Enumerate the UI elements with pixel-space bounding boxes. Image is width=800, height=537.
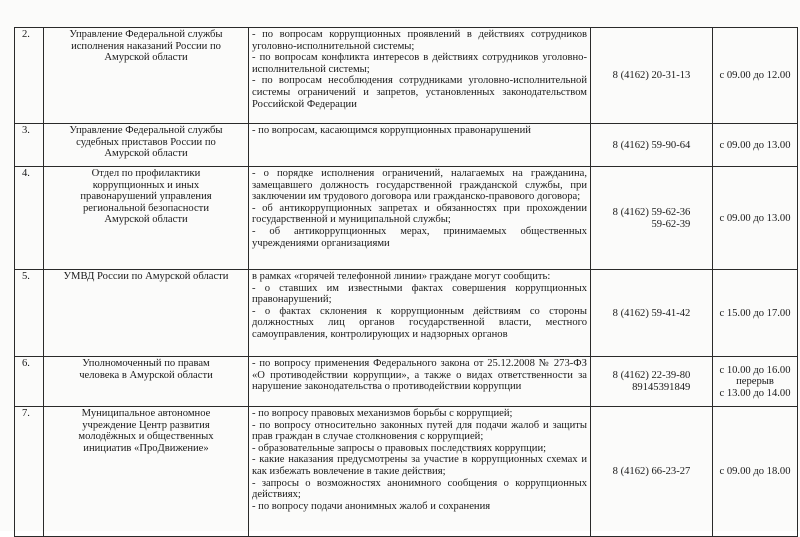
working-hours-line: с 09.00 до 18.00 — [719, 466, 791, 478]
topic-item: - по вопросам конфликта интересов в действиях сотрудников уголовно-исполнительной системы; — [252, 52, 587, 75]
working-hours — [713, 167, 798, 270]
organization-name-line: Отдел по профилактики — [91, 168, 201, 179]
topic-item: в рамках «горячей телефонной линии» граждане могут сообщить: — [252, 271, 551, 282]
organization-name-line: Управление Федеральной службы — [69, 29, 223, 40]
organization-name-line: УМВД России по Амурской области — [63, 271, 229, 282]
topics-description — [249, 167, 591, 270]
working-hours — [713, 270, 798, 357]
organization-name-line: Управление Федеральной службы — [69, 125, 223, 136]
row-number: 2. — [15, 28, 44, 124]
topic-item: - по вопросу подачи анонимных жалоб и сохранения — [252, 500, 491, 512]
row-number: 4. — [15, 167, 44, 270]
topic-item: - о порядке исполнения ограничений, налагаемых на гражданина, замещавшего должность государственной гражданской службы, при заключении им трудового договора или гражданско-правового договора; — [252, 168, 587, 203]
organization-name — [44, 28, 249, 124]
organization-name-line: коррупционных и иных — [92, 179, 200, 191]
row-number: 6. — [15, 357, 44, 407]
table-row — [15, 270, 798, 357]
phone-numbers — [591, 167, 713, 270]
organization-name-line: судебных приставов России по — [76, 136, 216, 148]
working-hours — [713, 357, 798, 407]
organization-name-line: учреждение Центр развития — [82, 419, 210, 431]
row-number: 5. — [15, 270, 44, 357]
topic-item: - об антикоррупционных мерах, принимаемых общественных учреждениями организациями — [252, 225, 587, 249]
table-row — [15, 167, 798, 270]
table-row — [15, 357, 798, 407]
organization-name-line: Амурской области — [104, 52, 188, 64]
phone-number: 8 (4162) 66-23-27 — [612, 466, 691, 478]
phone-numbers — [591, 124, 713, 167]
topics-description — [249, 407, 591, 537]
phone-number: 8 (4162) 59-41-42 — [612, 307, 691, 319]
row-number: 3. — [15, 124, 44, 167]
organization-name-line: инициатив «ПроДвижение» — [83, 442, 209, 454]
organization-name — [44, 407, 249, 537]
organization-name — [44, 270, 249, 357]
phone-numbers — [591, 28, 713, 124]
organization-name-line: региональной безопасности — [83, 202, 209, 214]
phone-number: 8 (4162) 59-90-64 — [612, 139, 691, 151]
organization-name-line: Амурской области — [104, 214, 188, 226]
topic-item: - образовательные запросы о правовых последствиях коррупции; — [252, 442, 547, 454]
topic-item: - по вопросу применения Федерального закона от 25.12.2008 № 273-ФЗ «О противодействии коррупции», а также о видах ответственности за нарушение законодательства о противодействии коррупции — [252, 358, 587, 393]
topics-description — [249, 270, 591, 357]
organization-name-line: Муниципальное автономное — [81, 408, 211, 419]
working-hours-line: с 09.00 до 13.00 — [719, 212, 791, 224]
topic-item: - запросы о возможностях анонимного сообщения о коррупционных действиях; — [252, 477, 587, 501]
hotline-table — [14, 27, 798, 537]
working-hours — [713, 407, 798, 537]
organization-name — [44, 167, 249, 270]
working-hours-line: с 10.00 до 16.00 — [719, 364, 791, 376]
topic-item: - какие наказания предусмотрены за участие в коррупционных схемах и как избежать вовлечение в такие действия; — [252, 454, 587, 477]
table-row — [15, 407, 798, 537]
phone-numbers — [591, 407, 713, 537]
working-hours — [713, 124, 798, 167]
topic-item: - по вопросам коррупционных проявлений в действиях сотрудников уголовно-исполнительной системы; — [252, 29, 587, 52]
working-hours-line: с 09.00 до 13.00 — [719, 139, 791, 151]
phone-numbers — [591, 270, 713, 357]
topic-item: - о ставших им известными фактах совершения коррупционных правонарушений; — [252, 282, 587, 306]
topic-item: - по вопросу правовых механизмов борьбы с коррупцией; — [252, 408, 513, 419]
working-hours-line: перерыв — [736, 376, 774, 388]
phone-number: 8 (4162) 20-31-13 — [612, 70, 691, 82]
organization-name-line: Амурской области — [104, 148, 188, 160]
phone-number: 89145391849 — [632, 382, 691, 393]
table-body — [15, 28, 798, 537]
topics-description — [249, 124, 591, 167]
row-number: 7. — [15, 407, 44, 537]
working-hours — [713, 28, 798, 124]
phone-number: 8 (4162) 59-62-36 — [612, 206, 691, 218]
organization-name-line: исполнения наказаний России по — [71, 40, 221, 52]
topic-item: - по вопросу относительно законных путей для подачи жалоб и защиты прав граждан в случае столкновения с коррупцией; — [252, 419, 587, 443]
organization-name-line: молодёжных и общественных — [78, 431, 214, 443]
phone-number: 59-62-39 — [651, 218, 691, 230]
table-row — [15, 28, 798, 124]
topics-description — [249, 357, 591, 407]
organization-name — [44, 357, 249, 407]
topics-description — [249, 28, 591, 124]
organization-name-line: человека в Амурской области — [79, 369, 213, 381]
organization-name — [44, 124, 249, 167]
topic-item: - об антикоррупционных запретах и обязанностях при прохождении государственной и муниципальной службы; — [252, 202, 587, 226]
organization-name-line: правонарушений управления — [80, 191, 212, 203]
working-hours-line: с 13.00 до 14.00 — [719, 387, 791, 399]
phone-numbers — [591, 357, 713, 407]
topic-item: - по вопросам, касающимся коррупционных правонарушений — [252, 125, 531, 136]
working-hours-line: с 15.00 до 17.00 — [719, 307, 791, 319]
topic-item: - по вопросам несоблюдения сотрудниками уголовно-исполнительной системы ограничений и запретов, установленных законодательством Российской Федерации — [252, 75, 587, 110]
working-hours-line: с 09.00 до 12.00 — [719, 70, 791, 82]
table-row — [15, 124, 798, 167]
phone-number: 8 (4162) 22-39-80 — [612, 370, 691, 382]
topic-item: - о фактах склонения к коррупционным действиям со стороны должностных лиц органов государственной власти, местного самоуправления, контролирующих и надзорных органов — [252, 305, 587, 340]
organization-name-line: Уполномоченный по правам — [82, 358, 210, 369]
